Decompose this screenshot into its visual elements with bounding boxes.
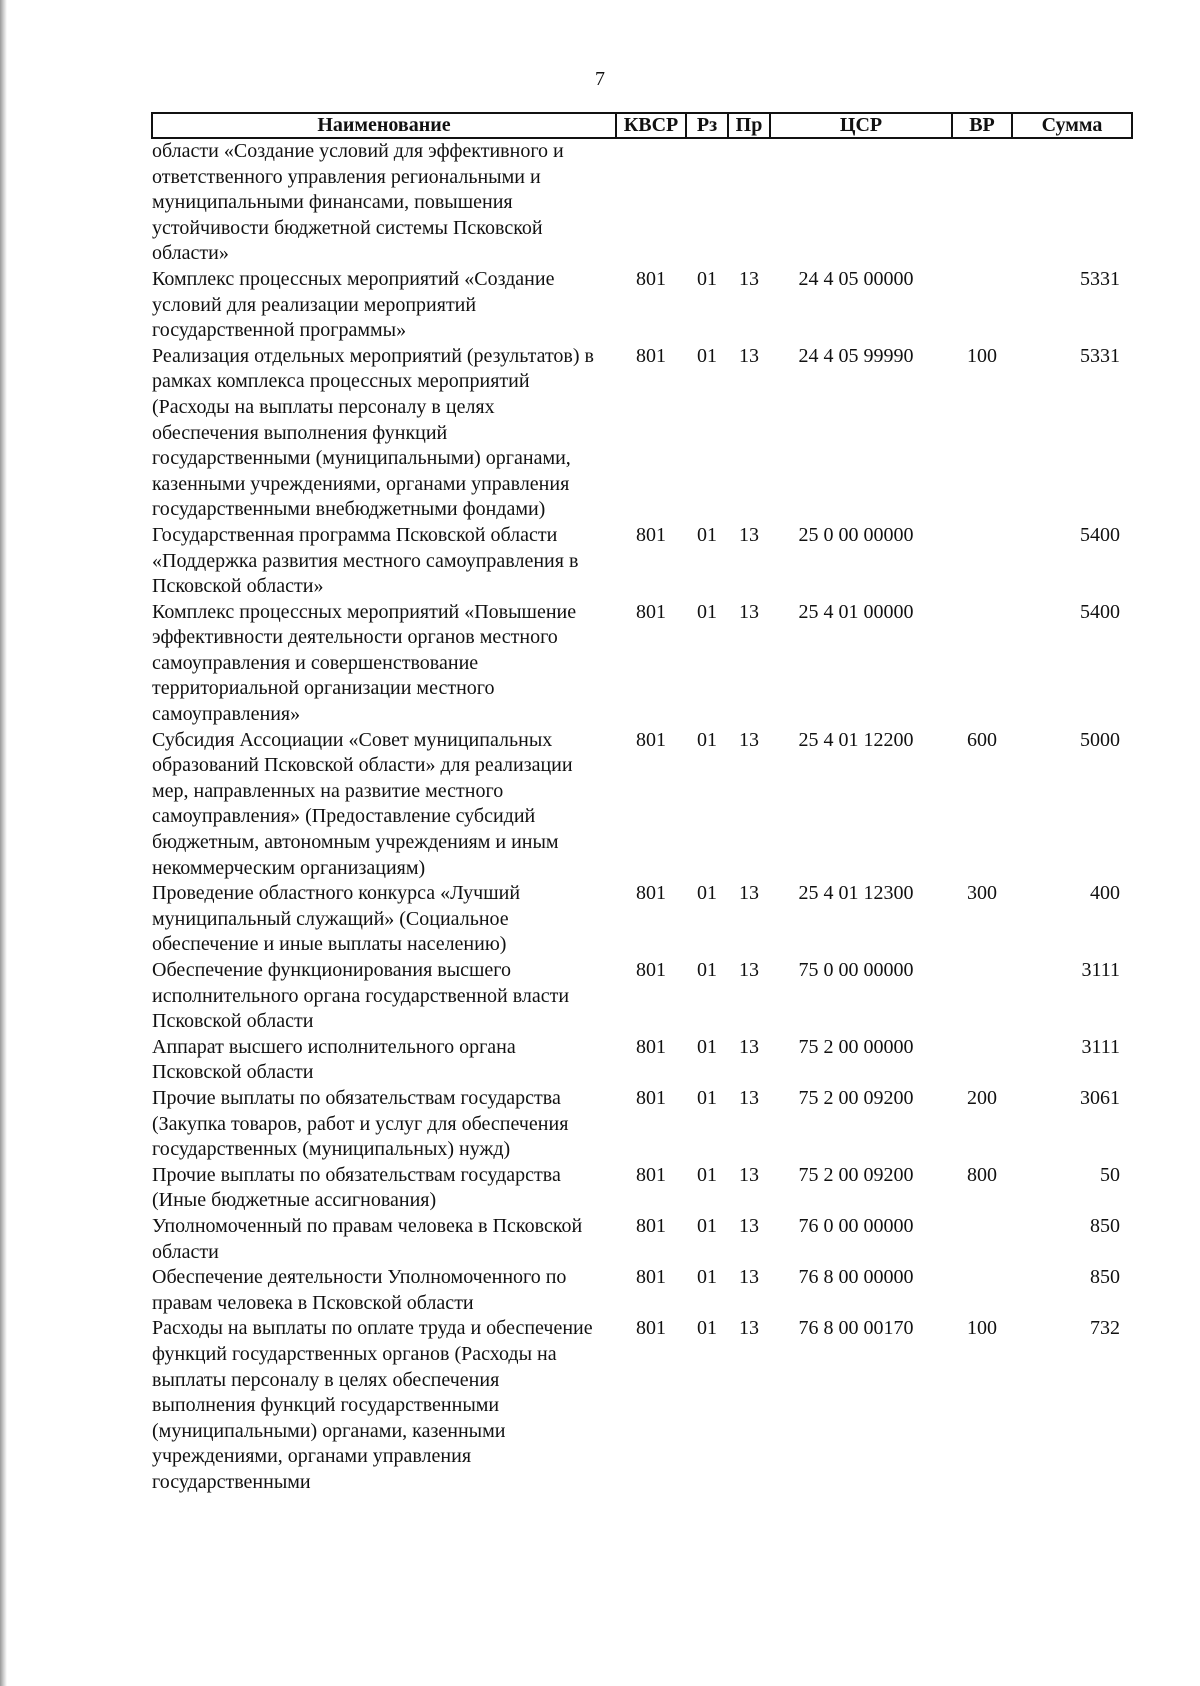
cell-sum: 5000	[1080, 728, 1120, 751]
cell-vr: 100	[967, 344, 997, 367]
cell-csr: 75 2 00 00000	[798, 1035, 914, 1058]
table-row	[152, 523, 1132, 600]
cell-csr: 75 2 00 09200	[798, 1163, 914, 1186]
cell-name: Прочие выплаты по обязательствам государства (Иные бюджетные ассигнования)	[152, 1163, 561, 1212]
cell-name: области «Создание условий для эффективного и ответственного управления региональными и муниципальными финансами, повышения устойчивости бюджетной системы Псковской области»	[152, 140, 564, 265]
table-row	[152, 1265, 1132, 1316]
cell-rz: 01	[697, 267, 717, 290]
cell-name: Обеспечение функционирования высшего исполнительного органа государственной власти Псковской области	[152, 959, 570, 1033]
scan-edge	[0, 0, 7, 1686]
cell-sum: 5331	[1080, 267, 1120, 290]
cell-pr: 13	[739, 1035, 759, 1058]
cell-vr	[952, 600, 1012, 728]
cell-rz: 01	[697, 1035, 717, 1058]
cell-csr: 25 4 01 12200	[798, 728, 914, 751]
cell-name: Расходы на выплаты по оплате труда и обеспечение функций государственных органов (Расходы на выплаты персоналу в целях обеспечения выполнения функций государственными (муниципальными) органами, казенными учреждениями, органами управления государственными	[152, 1317, 593, 1493]
table-row	[152, 138, 1132, 267]
cell-csr: 76 8 00 00170	[798, 1317, 914, 1340]
table-row	[152, 1163, 1132, 1214]
cell-pr: 13	[739, 344, 759, 367]
cell-csr: 25 0 00 00000	[798, 523, 914, 546]
cell-name: Комплекс процессных мероприятий «Повышение эффективности деятельности органов местного самоуправления и совершенствование территориальной организации местного самоуправления»	[152, 600, 577, 726]
header-pr: Пр	[728, 113, 770, 138]
cell-kvsr	[616, 138, 686, 267]
table-row	[152, 1086, 1132, 1163]
cell-csr: 25 4 01 00000	[798, 600, 914, 623]
cell-sum: 5331	[1080, 344, 1120, 367]
cell-sum: 3111	[1081, 1035, 1120, 1058]
cell-kvsr: 801	[636, 1317, 666, 1340]
cell-rz: 01	[697, 1266, 717, 1289]
cell-sum: 3111	[1081, 959, 1120, 981]
cell-kvsr: 801	[636, 959, 666, 981]
cell-csr: 25 4 01 12300	[798, 882, 914, 905]
cell-sum: 400	[1090, 882, 1120, 905]
cell-csr: 24 4 05 00000	[798, 267, 914, 290]
cell-pr: 13	[739, 1214, 759, 1237]
cell-rz: 01	[697, 728, 717, 751]
cell-rz: 01	[697, 600, 717, 623]
cell-pr: 13	[739, 1317, 759, 1340]
cell-pr: 13	[739, 1163, 759, 1186]
cell-vr	[952, 1214, 1012, 1265]
cell-sum: 850	[1090, 1266, 1120, 1289]
cell-sum: 850	[1090, 1214, 1120, 1237]
cell-rz: 01	[697, 344, 717, 367]
header-sum: Сумма	[1012, 113, 1132, 138]
table-row	[152, 1035, 1132, 1086]
cell-pr	[728, 138, 770, 267]
cell-rz: 01	[697, 1317, 717, 1340]
cell-name: Проведение областного конкурса «Лучший муниципальный служащий» (Социальное обеспечение и иные выплаты населению)	[152, 882, 521, 956]
table-row	[152, 728, 1132, 882]
cell-kvsr: 801	[636, 882, 666, 905]
table-row	[152, 1214, 1132, 1265]
cell-kvsr: 801	[636, 1035, 666, 1058]
cell-vr	[952, 138, 1012, 267]
cell-sum: 50	[1100, 1163, 1120, 1186]
cell-pr: 13	[739, 600, 759, 623]
cell-rz: 01	[697, 1163, 717, 1186]
cell-csr: 24 4 05 99990	[798, 344, 914, 367]
cell-csr: 75 2 00 09200	[798, 1086, 914, 1109]
cell-kvsr: 801	[636, 267, 666, 290]
cell-pr: 13	[739, 1086, 759, 1109]
cell-kvsr: 801	[636, 1266, 666, 1289]
cell-kvsr: 801	[636, 1086, 666, 1109]
table-row	[152, 600, 1132, 728]
table-row	[152, 958, 1132, 1035]
cell-vr	[952, 1265, 1012, 1316]
cell-sum: 5400	[1080, 523, 1120, 546]
cell-pr: 13	[739, 959, 759, 981]
budget-table	[151, 112, 1133, 1495]
header-kvsr: КВСР	[616, 113, 686, 138]
cell-vr	[952, 267, 1012, 344]
cell-rz: 01	[697, 1214, 717, 1237]
table-header-row	[152, 113, 1132, 138]
cell-vr: 100	[967, 1317, 997, 1340]
cell-vr	[952, 523, 1012, 600]
cell-kvsr: 801	[636, 523, 666, 546]
cell-rz: 01	[697, 523, 717, 546]
table-row	[152, 344, 1132, 523]
cell-rz: 01	[697, 959, 717, 981]
cell-name: Прочие выплаты по обязательствам государства (Закупка товаров, работ и услуг для обеспечения государственных (муниципальных) нужд)	[152, 1086, 569, 1161]
cell-rz	[686, 138, 728, 267]
cell-sum: 3061	[1080, 1086, 1120, 1109]
cell-vr: 200	[967, 1086, 997, 1109]
header-csr: ЦСР	[770, 113, 952, 138]
table-row	[152, 1316, 1132, 1495]
page-number: 7	[595, 68, 605, 90]
cell-name: Аппарат высшего исполнительного органа Псковской области	[152, 1035, 516, 1084]
cell-name: Уполномоченный по правам человека в Псковской области	[152, 1214, 583, 1263]
cell-pr: 13	[739, 1266, 759, 1289]
cell-kvsr: 801	[636, 1163, 666, 1186]
cell-kvsr: 801	[636, 600, 666, 623]
cell-vr	[952, 958, 1012, 1035]
cell-kvsr: 801	[636, 728, 666, 751]
cell-name: Обеспечение деятельности Уполномоченного по правам человека в Псковской области	[152, 1266, 567, 1314]
cell-sum	[1012, 138, 1132, 267]
table-row	[152, 881, 1132, 958]
table-row	[152, 267, 1132, 344]
cell-name: Комплекс процессных мероприятий «Создание условий для реализации мероприятий государственной программы»	[152, 267, 555, 342]
cell-vr	[952, 1035, 1012, 1086]
cell-pr: 13	[739, 882, 759, 905]
cell-name: Реализация отдельных мероприятий (результатов) в рамках комплекса процессных мероприятий (Расходы на выплаты персоналу в целях обеспечения выполнения функций государственными (муниципальными) органами, казенными учреждениями, органами управления государственными внебюджетными фондами)	[152, 344, 594, 521]
cell-name: Государственная программа Псковской области «Поддержка развития местного самоуправления в Псковской области»	[152, 523, 579, 598]
cell-csr: 76 0 00 00000	[798, 1214, 914, 1237]
cell-pr: 13	[739, 267, 759, 290]
cell-csr	[770, 138, 952, 267]
cell-vr: 600	[967, 728, 997, 751]
cell-vr: 300	[967, 882, 997, 905]
cell-sum: 732	[1090, 1317, 1120, 1340]
header-vr: ВР	[952, 113, 1012, 138]
cell-name: Субсидия Ассоциации «Совет муниципальных образований Псковской области» для реализации мер, направленных на развитие местного самоуправления» (Предоставление субсидий бюджетным, автономным учреждениям и иным некоммерческим организациям)	[152, 728, 573, 879]
header-rz: Рз	[686, 113, 728, 138]
cell-rz: 01	[697, 1086, 717, 1109]
header-name: Наименование	[152, 113, 616, 138]
cell-kvsr: 801	[636, 1214, 666, 1237]
cell-csr: 76 8 00 00000	[798, 1266, 914, 1289]
cell-csr: 75 0 00 00000	[798, 959, 914, 981]
cell-kvsr: 801	[636, 344, 666, 367]
cell-pr: 13	[739, 523, 759, 546]
cell-pr: 13	[739, 728, 759, 751]
cell-sum: 5400	[1080, 600, 1120, 623]
cell-rz: 01	[697, 882, 717, 905]
cell-vr: 800	[967, 1163, 997, 1186]
